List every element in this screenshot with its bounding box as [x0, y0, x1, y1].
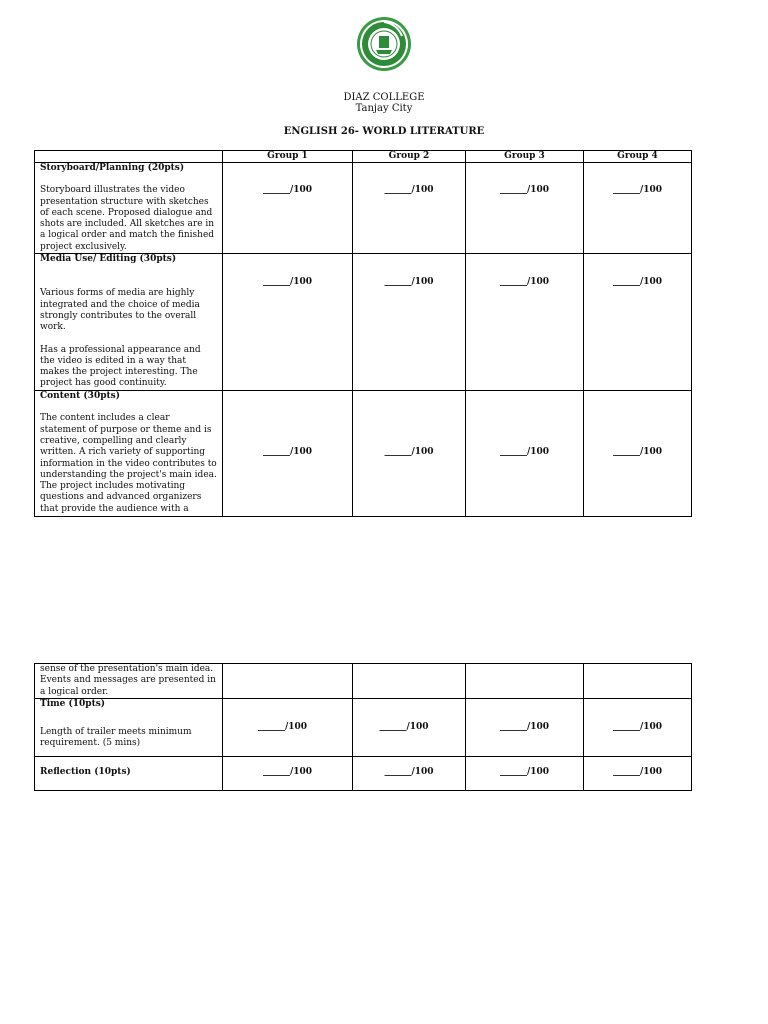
criteria-title: Storyboard/Planning (20pts): [40, 163, 185, 173]
score-field-group-1[interactable]: ______/100: [223, 391, 353, 517]
empty-cell: [223, 664, 353, 699]
score-field-group-4[interactable]: ______/100: [584, 163, 692, 254]
table-header-row: [35, 151, 692, 163]
table-row-content-continued: [35, 664, 692, 699]
table-row-reflection: [35, 756, 692, 790]
criteria-cell-content-continued: [35, 664, 223, 699]
score-field-group-1[interactable]: ______/100: [223, 756, 353, 790]
score-field-group-1[interactable]: ______/100: [223, 254, 353, 391]
criteria-cell-storyboard: [35, 163, 223, 254]
score-field-group-2[interactable]: ______/100: [353, 756, 466, 790]
subject-title: ENGLISH 26- WORLD LITERATURE: [283, 126, 485, 137]
score-field-group-3[interactable]: ______/100: [466, 254, 584, 391]
table-row-content: [35, 391, 692, 517]
criteria-description: Storyboard illustrates the video presentation structure with sketches of each scene. Proposed dialogue and shots are included. All sketches are in a logical order and match the finished project exclusively.: [40, 185, 215, 252]
criteria-description: Length of trailer meets minimum requirement. (5 mins): [40, 727, 192, 749]
column-header-group-2: Group 2: [353, 151, 466, 163]
criteria-cell-time: [35, 698, 223, 756]
score-field-group-2[interactable]: ______/100: [353, 163, 466, 254]
header-criteria-cell: [35, 151, 223, 163]
criteria-cell-reflection: [35, 756, 223, 790]
column-header-group-3: Group 3: [466, 151, 584, 163]
score-field-group-1[interactable]: ______/100: [223, 698, 353, 756]
criteria-title: Time (10pts): [40, 698, 106, 709]
table-row-time: [35, 698, 692, 756]
table-row-media: [35, 254, 692, 391]
column-header-group-1: Group 1: [223, 151, 353, 163]
criteria-title: Reflection (10pts): [40, 766, 131, 777]
score-field-group-3[interactable]: ______/100: [466, 698, 584, 756]
score-field-group-3[interactable]: ______/100: [466, 391, 584, 517]
score-field-group-3[interactable]: ______/100: [466, 756, 584, 790]
score-field-group-1[interactable]: ______/100: [223, 163, 353, 254]
score-field-group-4[interactable]: ______/100: [584, 254, 692, 391]
criteria-cell-content: [35, 391, 223, 517]
criteria-title: Media Use/ Editing (30pts): [40, 254, 177, 265]
score-field-group-4[interactable]: ______/100: [584, 698, 692, 756]
score-field-group-2[interactable]: ______/100: [353, 254, 466, 391]
criteria-description-2: Has a professional appearance and the video is edited in a way that makes the project interesting. The project has good continuity.: [40, 344, 201, 389]
criteria-description: Various forms of media are highly integrated and the choice of media strongly contributes to the overall work.: [40, 288, 200, 333]
rubric-table-top: [34, 150, 692, 517]
college-city: Tanjay City: [355, 103, 413, 114]
score-field-group-2[interactable]: ______/100: [353, 698, 466, 756]
score-field-group-3[interactable]: ______/100: [466, 163, 584, 254]
table-row-storyboard: [35, 163, 692, 254]
empty-cell: [584, 664, 692, 699]
empty-cell: [353, 664, 466, 699]
column-header-group-4: Group 4: [584, 151, 692, 163]
score-field-group-2[interactable]: ______/100: [353, 391, 466, 517]
college-name: DIAZ COLLEGE: [343, 92, 425, 103]
score-field-group-4[interactable]: ______/100: [584, 756, 692, 790]
criteria-title: Content (30pts): [40, 391, 120, 402]
diaz-college-seal-logo: [356, 16, 412, 72]
score-field-group-4[interactable]: ______/100: [584, 391, 692, 517]
empty-cell: [466, 664, 584, 699]
criteria-cell-media: [35, 254, 223, 391]
criteria-description: The content includes a clear statement of purpose or theme and is creative, compelling and clearly written. A rich variety of supporting information in the video contributes to understanding the project's main idea. The project includes motivating questions and advanced organizers that provide the audience with a: [40, 413, 217, 514]
rubric-table-bottom: [34, 663, 692, 791]
criteria-description-continued: sense of the presentation's main idea. Events and messages are presented in a logical order.: [40, 664, 216, 697]
